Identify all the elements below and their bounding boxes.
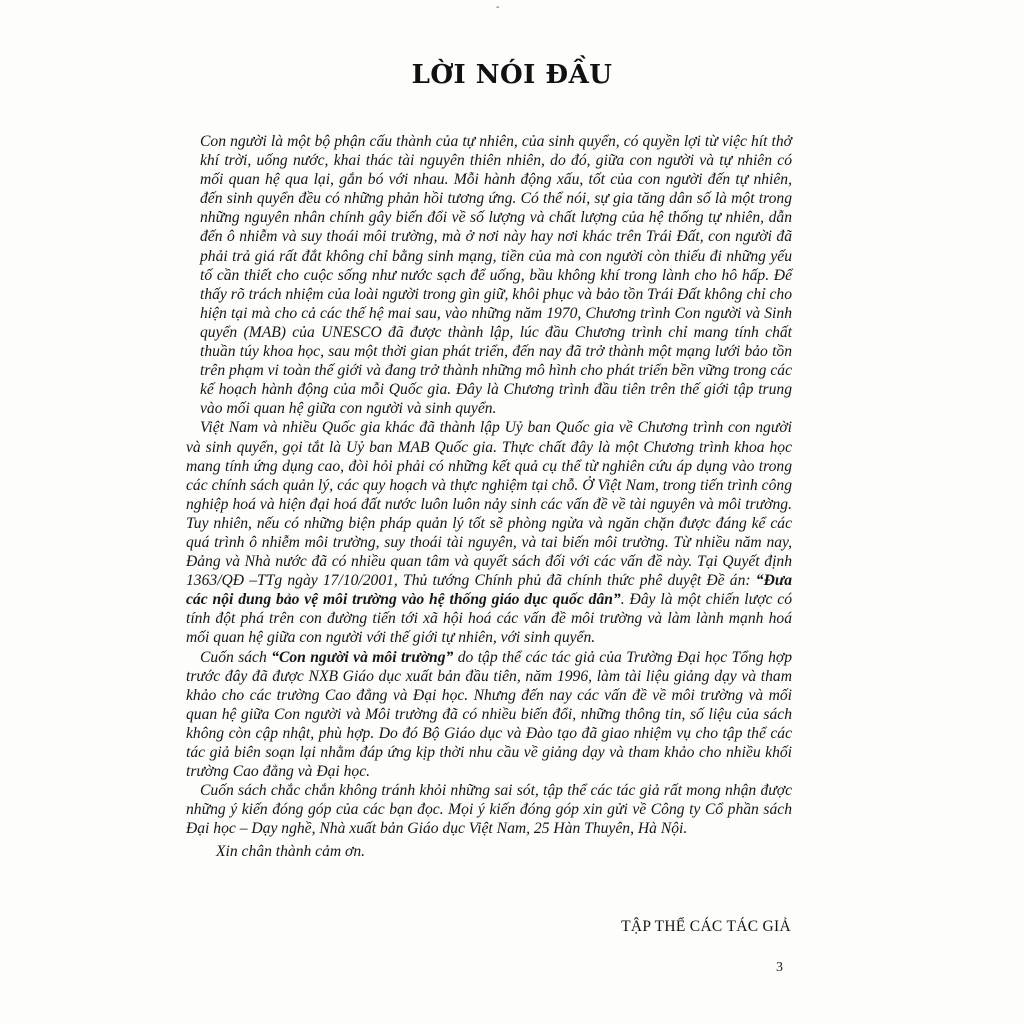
paragraph-3-text-b: do tập thể các tác giả của Trường Đại học Tổng hợp trước đây đã được NXB Giáo dục xuất bản đầu tiên, năm 1996, làm tài liệu giảng dạy và tham khảo cho các trường Cao đẳng và Đại học. Nhưng đến nay các vấn đề về môi trường và mối quan hệ giữa Con người và Môi trường đã có nhiều biến đổi, những thông tin, số liệu của sách không còn cập nhật, phù hợp. Do đó Bộ Giáo dục và Đào tạo đã giao nhiệm vụ cho tập thể các tác giả biên soạn lại nhằm đáp ứng kịp thời nhu cầu về giảng dạy và tham khảo cho nhiều khối trường Cao đẳng và Đại học.: [186, 648, 793, 781]
paragraph-3-bold-book-title: “Con người và môi trường”: [271, 648, 454, 666]
top-mark: -: [496, 2, 500, 13]
paragraph-3-text-a: Cuốn sách: [200, 648, 272, 666]
paragraph-3: [186, 648, 792, 782]
preface-body: [186, 132, 792, 862]
paragraph-4: Cuốn sách chắc chắn không tránh khỏi những sai sót, tập thể các tác giả rất mong nhận được những ý kiến đóng góp của các bạn đọc. Mọi ý kiến đóng góp xin gửi về Công ty Cổ phần sách Đại học – Dạy nghề, Nhà xuất bản Giáo dục Việt Nam, 25 Hàn Thuyên, Hà Nội.: [186, 782, 792, 838]
paragraph-2-text-a: Việt Nam và nhiều Quốc gia khác đã thành lập Uỷ ban Quốc gia về Chương trình con người và sinh quyển, gọi tắt là Uỷ ban MAB Quốc gia. Thực chất đây là một Chương trình khoa học mang tính ứng dụng cao, đòi hỏi phải có những kết quả cụ thể từ nghiên cứu áp dụng vào trong các chính sách quản lý, các quy hoạch và thực nghiệm tại chỗ. Ở Việt Nam, trong tiến trình công nghiệp hoá và hiện đại hoá đất nước luôn luôn nảy sinh các vấn đề về tài nguyên và môi trường. Tuy nhiên, nếu có những biện pháp quản lý tốt sẽ phòng ngừa và ngăn chặn được đáng kể các quá trình ô nhiễm môi trường, suy thoái tài nguyên, và tai biến môi trường. Từ nhiều năm nay, Đảng và Nhà nước đã có nhiều quan tâm và quyết sách đối với các vấn đề này. Tại Quyết định 1363/QĐ –TTg ngày 17/10/2001, Thủ tướng Chính phủ đã chính thức phê duyệt Đề án:: [186, 419, 792, 590]
paragraph-2: [186, 418, 792, 647]
thanks-line: Xin chân thành cảm ơn.: [216, 843, 366, 861]
authors-signature: TẬP THỂ CÁC TÁC GIẢ: [621, 918, 791, 935]
paragraph-2-bold-project: “Đưa các nội dung bảo vệ môi trường vào hệ thống giáo dục quốc dân”: [186, 572, 792, 609]
paragraph-2-text-b: . Đây là một chiến lược có tính đột phá trên con đường tiến tới xã hội hoá các vấn đề môi trường và làm lành mạnh hoá mối quan hệ giữa con người với thế giới tự nhiên, với sinh quyển.: [186, 591, 792, 647]
page-title: LỜI NÓI ĐẦU: [411, 60, 613, 90]
paragraph-1: Con người là một bộ phận cấu thành của tự nhiên, của sinh quyển, có quyền lợi từ việc hít thở khí trời, uống nước, khai thác tài nguyên thiên nhiên, do đó, giữa con người và tự nhiên có mối quan hệ qua lại, gắn bó với nhau. Mỗi hành động xấu, tốt của con người đến tự nhiên, đến sinh quyển đều có những phản hồi tương ứng. Có thể nói, sự gia tăng dân số là một trong những nguyên nhân chính gây biến đổi về số lượng và chất lượng của hệ thống tự nhiên, dẫn đến ô nhiễm và suy thoái môi trường, mà ở nơi này hay nơi khác trên Trái Đất, con người đã phải trả giá rất đắt không chỉ bằng sinh mạng, tiền của mà con người còn thiếu đi những yếu tố cần thiết cho cuộc sống như nước sạch để uống, bầu không khí trong lành cho hô hấp. Để thấy rõ trách nhiệm của loài người trong gìn giữ, khôi phục và bảo tồn Trái Đất không chỉ cho hiện tại mà cho cả các thế hệ mai sau, vào những năm 1970, Chương trình Con người và Sinh quyển (MAB) của UNESCO đã được thành lập, lúc đầu Chương trình chỉ mang tính chất thuần túy khoa học, sau một thời gian phát triển, đến nay đã trở thành một mạng lưới bảo tồn trên phạm vi toàn thế giới và đang trở thành những mô hình cho phát triển bền vững trong các kế hoạch hành động của mỗi Quốc gia. Đây là Chương trình đầu tiên trên thế giới tập trung vào mối quan hệ giữa con người và sinh quyển.: [200, 133, 792, 418]
page-number: 3: [776, 960, 783, 975]
